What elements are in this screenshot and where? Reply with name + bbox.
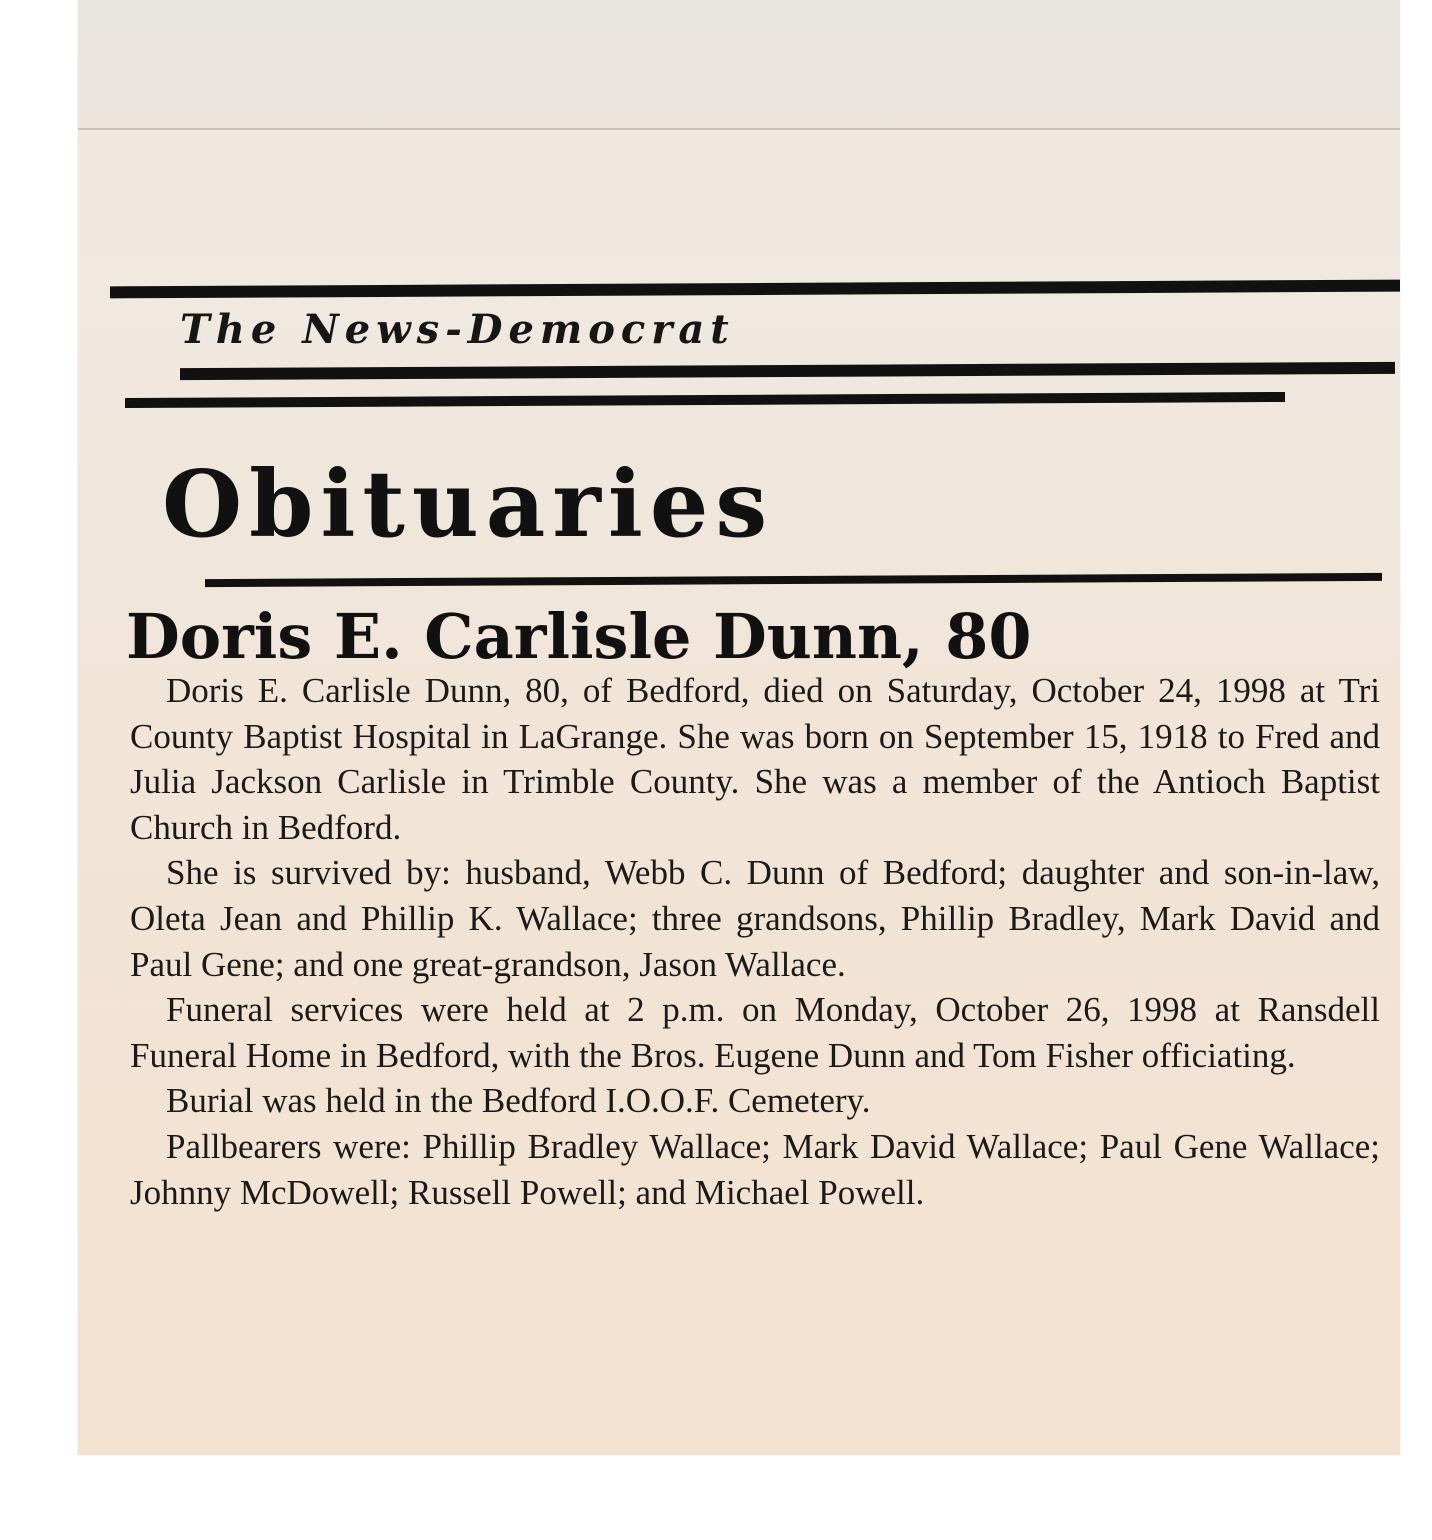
folded-top-strip [78,0,1400,130]
paragraph-survivors: She is survived by: husband, Webb C. Dunn of Bedford; daughter and son-in-law, Oleta Jean and Phillip K. Wallace; three grandsons, Phillip Bradley, Mark David and Paul Gene; and one great-grandson, Jason Wallace. [130,853,1380,984]
newspaper-masthead: The News-Democrat [180,306,735,353]
obituary-body [130,668,1380,1215]
paragraph-death-notice: Doris E. Carlisle Dunn, 80, of Bedford, died on Saturday, October 24, 1998 at Tri County Baptist Hospital in LaGrange. She was born on September 15, 1918 to Fred and Julia Jackson Carlisle in Trimble County. She was a member of the Antioch Baptist Church in Bedford. [130,671,1380,847]
obituary-headline: Doris E. Carlisle Dunn, 80 [126,600,1032,673]
fold-crease [78,128,1400,130]
section-title: Obituaries [162,450,775,558]
paragraph-pallbearers: Pallbearers were: Phillip Bradley Wallace; Mark David Wallace; Paul Gene Wallace; Johnny McDowell; Russell Powell; and Michael Powell. [130,1126,1380,1212]
paragraph-funeral-services: Funeral services were held at 2 p.m. on Monday, October 26, 1998 at Ransdell Funeral Home in Bedford, with the Bros. Eugene Dunn and Tom Fisher officiating. [130,990,1380,1075]
paragraph-burial: Burial was held in the Bedford I.O.O.F. Cemetery. [166,1081,871,1121]
